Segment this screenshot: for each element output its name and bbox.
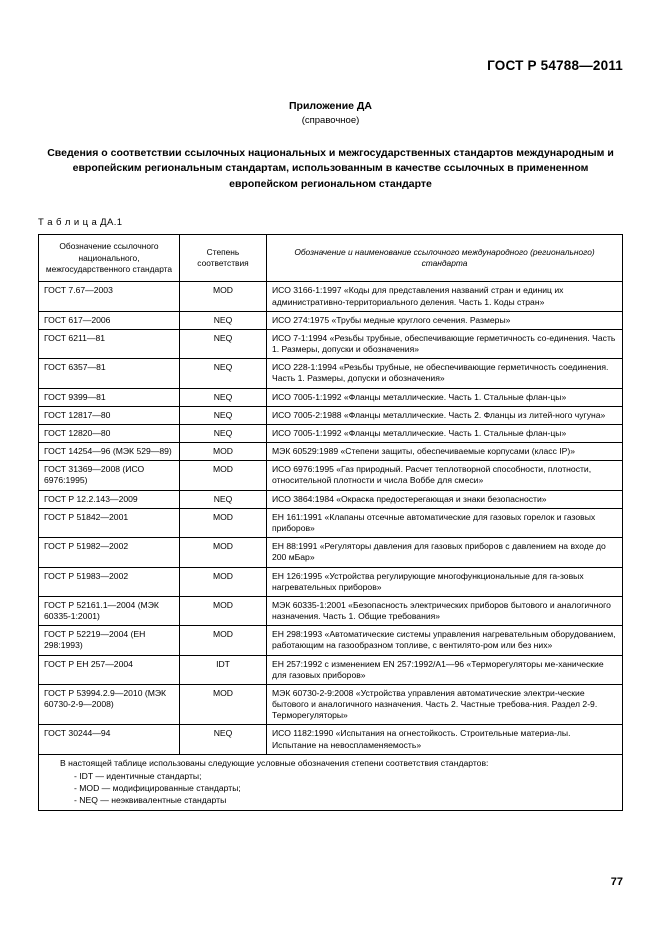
cell-degree: NEQ <box>180 359 267 388</box>
table-row <box>39 424 623 442</box>
cell-degree: MOD <box>180 567 267 596</box>
table-row <box>39 567 623 596</box>
table-row <box>39 684 623 725</box>
cell-degree: MOD <box>180 461 267 490</box>
table-row <box>39 329 623 358</box>
cell-degree: MOD <box>180 508 267 537</box>
cell-degree: NEQ <box>180 388 267 406</box>
table-header-degree: Степень соответствия <box>180 235 267 282</box>
cell-international-standard: ИСО 7005-2:1988 «Фланцы металлические. Часть 2. Фланцы из литей-ного чугуна» <box>267 406 623 424</box>
cell-national-standard: ГОСТ Р 52219—2004 (ЕН 298:1993) <box>39 626 180 655</box>
cell-degree: NEQ <box>180 311 267 329</box>
cell-international-standard: ИСО 7-1:1994 «Резьбы трубные, обеспечивающие герметичность со-единения. Часть 1. Размеры, допуски и обозначения» <box>267 329 623 358</box>
cell-national-standard: ГОСТ 7.67—2003 <box>39 282 180 311</box>
table-note-row <box>39 754 623 811</box>
cell-national-standard: ГОСТ 6211—81 <box>39 329 180 358</box>
cell-degree: MOD <box>180 282 267 311</box>
note-intro: В настоящей таблице использованы следующие условные обозначения степени соответствия стандартов: <box>60 757 489 768</box>
cell-national-standard: ГОСТ Р 51982—2002 <box>39 538 180 567</box>
cell-international-standard: ИСО 274:1975 «Трубы медные круглого сечения. Размеры» <box>267 311 623 329</box>
cell-national-standard: ГОСТ 12817—80 <box>39 406 180 424</box>
cell-international-standard: ИСО 7005-1:1992 «Фланцы металлические. Часть 1. Стальные флан-цы» <box>267 424 623 442</box>
cell-degree: MOD <box>180 443 267 461</box>
table-row <box>39 461 623 490</box>
cell-national-standard: ГОСТ 6357—81 <box>39 359 180 388</box>
cell-degree: MOD <box>180 684 267 725</box>
cell-international-standard: ЕН 88:1991 «Регуляторы давления для газовых приборов с давлением на входе до 200 мБар» <box>267 538 623 567</box>
table-row <box>39 443 623 461</box>
cell-international-standard: ИСО 228-1:1994 «Резьбы трубные, не обеспечивающие герметичность соединения. Часть 1. Размеры, допуски и обозначения» <box>267 359 623 388</box>
cell-national-standard: ГОСТ 31369—2008 (ИСО 6976:1995) <box>39 461 180 490</box>
cell-degree: NEQ <box>180 424 267 442</box>
note-item-idt: - IDT — идентичные стандарты; <box>74 770 202 781</box>
cell-national-standard: ГОСТ 9399—81 <box>39 388 180 406</box>
cell-international-standard: ЕН 161:1991 «Клапаны отсечные автоматические для газовых горелок и газовых приборов» <box>267 508 623 537</box>
appendix-subtitle: (справочное) <box>301 115 360 127</box>
cell-international-standard: ИСО 3166-1:1997 «Коды для представления названий стран и единиц их административно-территориального деления. Часть 1. Коды стран» <box>267 282 623 311</box>
table-body <box>39 282 623 811</box>
cell-international-standard: ИСО 7005-1:1992 «Фланцы металлические. Часть 1. Стальные флан-цы» <box>267 388 623 406</box>
cell-national-standard: ГОСТ 30244—94 <box>39 725 180 754</box>
table-caption: Т а б л и ц а ДА.1 <box>38 217 123 229</box>
table-row <box>39 596 623 625</box>
page-number: 77 <box>610 876 623 888</box>
cell-degree: MOD <box>180 626 267 655</box>
cell-degree: MOD <box>180 538 267 567</box>
table-header-row <box>39 235 623 282</box>
table-header-national-standard: Обозначение ссылочного национального, межгосударственного стандарта <box>39 235 180 282</box>
note-item-mod: - MOD — модифицированные стандарты; <box>74 783 241 794</box>
cell-national-standard: ГОСТ Р 53994.2.9—2010 (МЭК 60730-2-9—2008) <box>39 684 180 725</box>
page-title: Сведения о соответствии ссылочных национальных и межгосударственных стандартов международным и европейским региональным стандартам, использованным в качестве ссылочных в примененном европейском региональном стандарте <box>47 146 614 191</box>
cell-national-standard: ГОСТ Р 12.2.143—2009 <box>39 490 180 508</box>
cell-national-standard: ГОСТ Р 51983—2002 <box>39 567 180 596</box>
table-row <box>39 388 623 406</box>
table-header <box>39 235 623 282</box>
note-item-neq: - NEQ — неэквивалентные стандарты <box>74 795 227 806</box>
cell-degree: NEQ <box>180 490 267 508</box>
cell-national-standard: ГОСТ 617—2006 <box>39 311 180 329</box>
cell-international-standard: ИСО 1182:1990 «Испытания на огнестойкость. Строительные материа-лы. Испытание на невоспламеняемость» <box>267 725 623 754</box>
cell-international-standard: ЕН 126:1995 «Устройства регулирующие многофункциональные для га-зовых нагревательных приборов» <box>267 567 623 596</box>
cell-national-standard: ГОСТ Р 52161.1—2004 (МЭК 60335-1:2001) <box>39 596 180 625</box>
table-row <box>39 655 623 684</box>
table-row <box>39 311 623 329</box>
cell-degree: MOD <box>180 596 267 625</box>
cell-international-standard: ЕН 298:1993 «Автоматические системы управления нагревательным оборудованием, работающим на газообразном топливе, с вентилято-ром или без них» <box>267 626 623 655</box>
document-number: ГОСТ Р 54788—2011 <box>487 58 623 73</box>
table-header-international-standard: Обозначение и наименование ссылочного международного (регионального) стандарта <box>267 235 623 282</box>
table-row <box>39 626 623 655</box>
table-row <box>39 359 623 388</box>
table-row <box>39 508 623 537</box>
appendix-title: Приложение ДА <box>289 100 372 112</box>
table-row <box>39 490 623 508</box>
cell-degree: NEQ <box>180 406 267 424</box>
table-row <box>39 725 623 754</box>
cell-national-standard: ГОСТ Р ЕН 257—2004 <box>39 655 180 684</box>
cell-national-standard: ГОСТ Р 51842—2001 <box>39 508 180 537</box>
cell-international-standard: МЭК 60730-2-9:2008 «Устройства управления автоматические электри-ческие бытового и аналогичного назначения. Часть 2. Частные требова-ния. Раздел 2-9. Терморегуляторы» <box>267 684 623 725</box>
cell-international-standard: МЭК 60335-1:2001 «Безопасность электрических приборов бытового и аналогичного назначения. Часть 1. Общие требования» <box>267 596 623 625</box>
cell-international-standard: ИСО 3864:1984 «Окраска предостерегающая и знаки безопасности» <box>267 490 623 508</box>
table-note <box>39 754 623 811</box>
table-row <box>39 406 623 424</box>
cell-international-standard: ИСО 6976:1995 «Газ природный. Расчет теплотворной способности, плотности, относительной плотности и числа Воббе для смеси» <box>267 461 623 490</box>
cell-degree: NEQ <box>180 725 267 754</box>
cell-national-standard: ГОСТ 12820—80 <box>39 424 180 442</box>
table-row <box>39 538 623 567</box>
cell-international-standard: МЭК 60529:1989 «Степени защиты, обеспечиваемые корпусами (класс IP)» <box>267 443 623 461</box>
cell-degree: NEQ <box>180 329 267 358</box>
table-row <box>39 282 623 311</box>
standards-table <box>38 234 623 811</box>
cell-national-standard: ГОСТ 14254—96 (МЭК 529—89) <box>39 443 180 461</box>
cell-international-standard: ЕН 257:1992 с изменением EN 257:1992/A1—96 «Терморегуляторы ме-ханические для газовых приборов» <box>267 655 623 684</box>
cell-degree: IDT <box>180 655 267 684</box>
